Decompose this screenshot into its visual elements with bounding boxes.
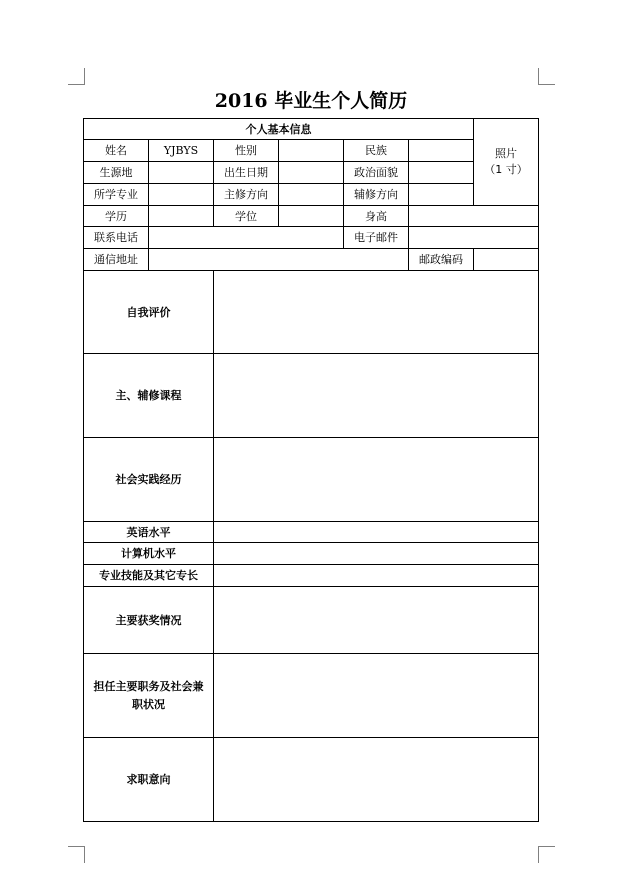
label-computer-level: 计算机水平 (121, 547, 176, 560)
label-name: 姓名 (105, 144, 127, 157)
value-ethnicity (409, 140, 473, 161)
value-origin (149, 162, 213, 183)
value-address (149, 249, 408, 270)
value-social-practice (214, 438, 538, 521)
value-awards (214, 587, 538, 653)
value-job-intention (214, 738, 538, 821)
label-social-practice: 社会实践经历 (115, 473, 182, 486)
label-degree: 学位 (235, 209, 257, 223)
value-major (149, 184, 213, 205)
label-origin: 生源地 (99, 166, 133, 179)
label-phone: 联系电话 (94, 231, 138, 244)
value-education (149, 206, 213, 226)
photo-placeholder (474, 119, 538, 205)
value-phone (149, 227, 343, 248)
value-minor-direction (409, 184, 473, 205)
label-ethnicity: 民族 (365, 144, 387, 157)
photo-size-label: （1 寸） (484, 163, 528, 176)
value-courses (214, 354, 538, 437)
label-minor-direction: 辅修方向 (354, 188, 398, 201)
section-header-basic-info: 个人基本信息 (245, 122, 312, 136)
value-postcode (474, 249, 538, 270)
photo-label: 照片 (495, 147, 517, 160)
value-name: YJBYS (163, 144, 199, 157)
label-main-direction: 主修方向 (224, 188, 268, 201)
value-self-evaluation (214, 271, 538, 353)
value-gender (279, 140, 343, 161)
label-address: 通信地址 (94, 253, 138, 266)
label-email: 电子邮件 (354, 231, 398, 244)
value-skills (214, 565, 538, 586)
label-height: 身高 (365, 209, 387, 223)
value-height (409, 206, 538, 226)
label-postcode: 邮政编码 (419, 253, 463, 266)
value-english-level (214, 522, 538, 542)
value-birth-date (279, 162, 343, 183)
label-positions: 担任主要职务及社会兼职状况 (93, 679, 204, 711)
label-birth-date: 出生日期 (224, 166, 268, 179)
value-political-status (409, 162, 473, 183)
label-gender: 性别 (235, 144, 257, 157)
label-awards: 主要获奖情况 (115, 613, 182, 627)
value-positions (214, 654, 538, 737)
document-title: 2016 毕业生个人简历 (214, 90, 408, 112)
value-email (409, 227, 538, 248)
label-political-status: 政治面貌 (354, 166, 398, 179)
label-skills: 专业技能及其它专长 (99, 569, 198, 582)
value-degree (279, 206, 343, 226)
label-courses: 主、辅修课程 (115, 389, 182, 402)
value-computer-level (214, 543, 538, 564)
label-education: 学历 (105, 209, 127, 223)
label-major: 所学专业 (94, 188, 138, 201)
label-english-level: 英语水平 (126, 525, 171, 539)
value-main-direction (279, 184, 343, 205)
label-self-evaluation: 自我评价 (126, 305, 171, 319)
label-job-intention: 求职意向 (126, 773, 171, 786)
